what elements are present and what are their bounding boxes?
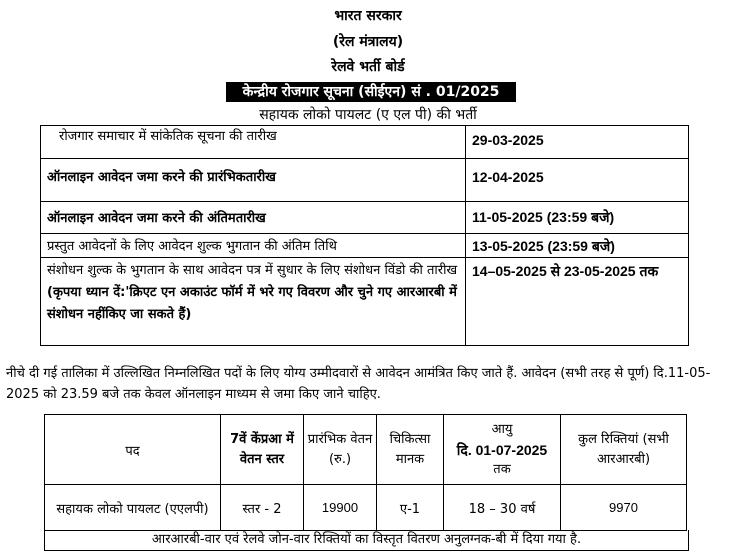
age-suffix: तक (493, 461, 511, 477)
cell-pay-level: स्तर - 2 (221, 485, 304, 531)
date-value: 12-04-2025 (466, 159, 689, 202)
footnote: आरआरबी-वार एवं रेलवे जोन-वार रिक्तियों का विस्तृत वितरण अनुलग्नक-बी में दिया गया है. (44, 530, 689, 551)
col-header-age (444, 415, 561, 485)
window-label: संशोधन शुल्क के भुगतान के साथ आवेदन पत्र में सुधार के लिए संशोधन विंडो की तारीख (47, 263, 458, 278)
col-header-pay-level: 7वें केंप्रआ में वेतन स्तर (221, 415, 304, 485)
table-row (41, 234, 689, 258)
recruitment-subtitle: सहायक लोको पायलट (ए एल पी) की भर्ती (259, 107, 477, 123)
board-title: रेलवे भर्ती बोर्ड (331, 59, 405, 75)
date-value: 13-05-2025 (23:59 बजे) (466, 234, 689, 258)
col-header-initial-pay: प्रारंभिक वेतन (रु.) (304, 415, 377, 485)
col-header-post: पद (45, 415, 221, 485)
table-row (45, 485, 687, 531)
posts-table (44, 414, 687, 531)
ministry-title: (रेल मंत्रालय) (332, 34, 404, 50)
date-label: ऑनलाइन आवेदन जमा करने की प्रारंभिकतारीख (41, 159, 466, 202)
date-label: प्रस्तुत आवेदनों के लिए आवेदन शुल्क भुगतान की अंतिम तिथि (41, 234, 466, 258)
important-dates-table (40, 125, 689, 346)
date-label: रोजगार समाचार में सांकेतिक सूचना की तारीख (41, 126, 466, 159)
col-header-medical: चिकित्सा मानक (377, 415, 444, 485)
notice-number-banner: केन्द्रीय रोजगार सूचना (सीईएन) सं . 01/2025 (226, 82, 516, 102)
col-header-vacancies: कुल रिक्तियां (सभी आरआरबी) (561, 415, 687, 485)
date-value: 14–05-2025 से 23-05-2025 तक (466, 258, 689, 346)
date-label: ऑनलाइन आवेदन जमा करने की अंतिमतारीख (41, 202, 466, 234)
date-label (41, 258, 466, 346)
date-value: 11-05-2025 (23:59 बजे) (466, 202, 689, 234)
date-value: 29-03-2025 (466, 126, 689, 159)
cell-medical: ए-1 (377, 485, 444, 531)
cell-post: सहायक लोको पायलट (एएलपी) (45, 485, 221, 531)
cell-age: 18 – 30 वर्ष (444, 485, 561, 531)
table-row (41, 258, 689, 346)
table-row (41, 159, 689, 202)
table-row (41, 126, 689, 159)
window-note: (कृपया ध्यान दें:'क्रिएट एन अकाउंट फॉर्म में भरे गए विवरण और चुने गए आरआरबी में संशोधन नहींकिए जा सकते हैं) (47, 285, 457, 322)
table-row (41, 202, 689, 234)
govt-title: भारत सरकार (334, 8, 402, 24)
intro-paragraph: नीचे दी गई तालिका में उल्लिखित निम्नलिखित पदों के लिए योग्य उम्मीदवारों से आवेदन आमंत्रित किए जाते हैं. आवेदन (सभी तरह से पूर्ण) दि.11-05-2025 को 23.59 बजे तक केवल ऑनलाइन माध्यम से जमा किए जाने चाहिए. (6, 366, 711, 402)
age-prefix: आयु (491, 421, 513, 437)
age-date: दि. 01-07-2025 (456, 441, 548, 458)
cell-initial-pay: 19900 (304, 485, 377, 531)
table-header-row (45, 415, 687, 485)
cell-vacancies: 9970 (561, 485, 687, 531)
